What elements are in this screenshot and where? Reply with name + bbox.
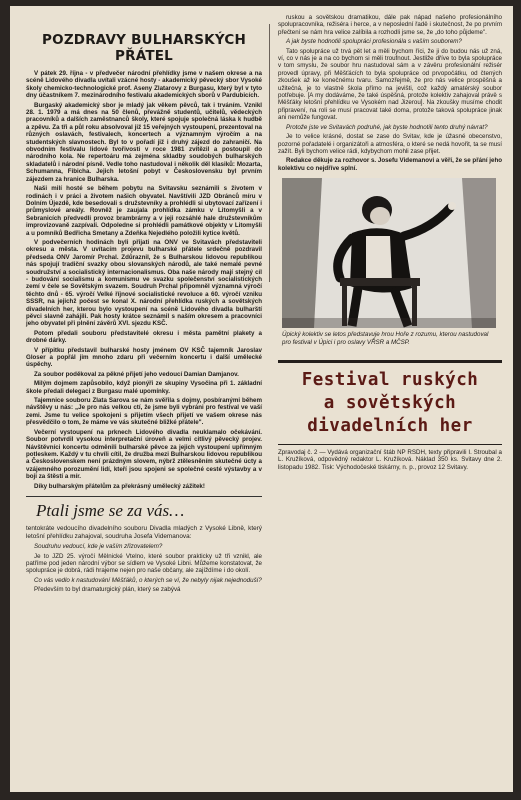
paragraph: A jak byste hodnotili spolupráci profesionála s vaším souborem? [286, 38, 462, 46]
festival-line-3: divadelních her [307, 415, 473, 436]
section-divider [26, 496, 262, 497]
paragraph: Díky bulharským přátelům za překrásný umělecký zážitek! [34, 482, 205, 490]
paragraph: V podvečerních hodinách byli přijati na ONV ve Svitavách představiteli okresu a města. V uvítacím projevu bulharské přátele srdečně pozdravil předseda ONV Jaromír Prchal. Zdůraznil, že s Bulharskou lidovou republikou nás spojují tradiční svazky obou slovanských národů, ale také nemalé pevné soudružství a socialistický internacionalismus. Oba naše národy mají stejný cíl - budování socialismu a komunismu ve svazku společenství socialistických zemí v čele se Sovětským svazem. Soudruh Prchal připomněl významná výročí těchto dnů - 65. výročí Velké říjnové socialistické revoluce a 60. výročí vzniku SSSR, na jejichž počest se konal X. národní přehlídka ruských a sovětských divadelních her, kterou bylo vystoupení na scéně Lidového divadla bulharští pěvci slavně zahájili. Pak hosty krátce seznámil s naším okresem a pracovníci jeho obyvatel při plnění závěrů XVI. sjezdu KSČ. [26, 238, 262, 328]
paragraph: ruskou a sovětskou dramatikou, dále pak nápad našeho profesionálního spolupracovníka, režiséra i herce, a v neposlední řadě i skutečnost, že po prvním přečtení se nám hra velice zalíbila a rozhodli jsme se, že „do toho půjdeme". [278, 14, 502, 36]
interview-continued [278, 14, 502, 172]
interview-body [26, 543, 262, 593]
paragraph: Soudruhu vedoucí, kde je vaším zřizovatelem? [34, 543, 163, 551]
right-column [278, 14, 502, 477]
column-rule [269, 24, 270, 282]
festival-banner [278, 360, 502, 445]
festival-line-1: Festival ruských [301, 369, 479, 390]
paragraph: Je to velice krásné, dostat se zase do Svitav, kde je úžasné obecenstvo, pozorné pořadatelé i organizátoři a atmosféra, o které se nedá hovořit, ta se musí zažít. Byli bychom velice rádi, kdybychom mohli zase přijet. [278, 133, 502, 155]
paragraph: V pátek 29. října - v předvečer národní přehlídky jsme v našem okrese a na scéně Lidového divadla uvítali vzácné hosty - akademický pěvecký sbor Vysoké školy chemicko-technologické prof. Aseny Zlatarovy z Burgasu, který byl v tyto dny účastníkem 7. mezinárodního festivalu akademických sborů v Pardubicích. [26, 70, 262, 100]
stage-photo [282, 178, 496, 328]
left-column [26, 20, 262, 596]
paragraph: Tajemnice souboru Zlata Sarova se nám svěřila s dojmy, posbíranými během návštěvy u nás: „Je pro nás velkou ctí, že jsme byli vybráni pro festival ve vaší zemi. Jsme tu velice spokojeni s přijetím všech přijetí ve vašem okrese nás přesvědčilo o tom, že máme ve vás skutečné bližké přátele". [26, 397, 262, 427]
paragraph: Protože jste ve Svitavách podruhé, jak byste hodnotili tento druhý návrat? [286, 123, 488, 131]
festival-line-2: a sovětských [323, 392, 457, 413]
paragraph: Naši milí hosté se během pobytu na Svitavsku seznámili s životem v rodinách i v práci a životem našich obyvatel. Navštívili JZD Obránců míru v Dolním Újezdě, kde besedovali s družstevníky a prohlédli si ubytovací zařízení i průmyslové areály. Rovněž je zaujala prohlídka zámku v Litomyšli a v Sebranicích předvedli provoz brambrárny a v jeji rozsáhlé hale družstevníkům improvizovaně zazpívali. Odpoledne si prohlédli památkové objekty v Litomyšli a u pomníků Bedřicha Smetany a Zdeňka Nejedlého položili kytice květů. [26, 185, 262, 237]
paragraph: Večerní vystoupení na prknech Lidového divadla neuklamalo očekávání. Soubor potvrdil vysokou interpretační úroveň a velmi citlivý pěvecký projev. Návštěvníci koncertu odměnili bulharské pěvce za jejich vystoupení upřímným potleskem. Každý v tu chvíli cítil, že družba mezi Bulharskou lidovou republikou a Československem není prázdným slovem, nýbrž ztělesněním skutečné úcty a vzájemného porozumění lidí, kteří jsou spojeni se společné cesté výstavby a v boji za štěstí a mír. [26, 428, 262, 481]
paragraph: Redakce děkuje za rozhovor s. Josefu Videmanovi a věří, že se přání jeho kolektivu co nejdříve splní. [278, 157, 502, 172]
article-body [26, 70, 262, 490]
interview-title: Ptali jsme se za vás… [36, 500, 185, 520]
paragraph: Tato spolupráce už trvá pět let a měli bychom říci, že ji do budou nás už zná, ví, co v nás je a na co bychom si měli troufnout. Jestliže dříve to byla spolupráce v tom smyslu, že soubor hru nastudoval sám a v závěru profesionální režisér provedl úpravy, při Měšťácích to byla spolupráce od prvopočátku, od čtených zkoušek až ke konečnému tvaru. Samozřejmě, že pro nás velice prospěšná a užitečná, je to vlastně škola přímo na jevišti, což každý amatérský soubor potřebuje. [A my dodáváme, že také úspěšná, protože kolektiv zahajoval právě s Měšťáky letošní přehlídku ve Vysokém nad Jizerou]. Na zkoušky musíme chodit připravení, na roli se musí pracovat také doma, protože taková spolupráce jinak ani nemůže fungovat. [278, 47, 502, 122]
article-title: POZDRAVY BULHARSKÝCH PŘÁTEL [42, 32, 246, 64]
paragraph: Potom předali souboru představitelé okresu i města pamětní plakety a drobné dárky. [26, 329, 262, 345]
paragraph: Co vás vedlo k nastudování Měšťáků, o kterých se ví, že nebyly nijak nejednoduší? [34, 576, 262, 584]
actor-photo-illustration [282, 178, 496, 328]
newspaper-page [10, 6, 513, 792]
paragraph: Milým dojmem zapůsobilo, když pionýři ze skupiny Vysočina při 1. základní škole předali delegaci z Burgasu malé upomínky. [26, 380, 262, 395]
paragraph: Je to JZD 25. výročí Mělnické Vtelno, které soubor prakticky už tři vznikl, ale patříme pod jeden národní výbor se sídlem ve Vysoké Libni. Můžeme konstatovat, že spolupráce je dobrá, rádi hrajeme nejen pro naše občany, ale zajíždíme i do okolí. [26, 552, 262, 575]
paragraph: Burgaský akademický sbor je mladý jak věkem pěvců, tak i trváním. Vznikl 28. 1. 1979 a má dnes na 50 členů, převážně studentů, učitelů, vědeckých pracovníků a dalších zaměstnanců školy, které spojuje společná láska k hudbě a zpěvu. Za tři a půl roku absolvoval již 15 veřejných vystoupení, prezentoval na různých oslavách, festivalech, koncertech a významným výročím a na studentských slavnostech. Byl to v pořadí již i druhý zájezd do zahraničí. Na obvodním festivalu lidové tvořivosti v roce 1981 zvítězil a postoupil do národního kola. Ne repertoáru má zejména skladby soudobých bulharských skladatelů i národní písně. Vedle toho nastudoval i několik děl klasiků: Mozarta, Schumanna, Fibicha. Jejich letošní pobyt v Československu byl prvním zájezdem za hranice Bulharska. [26, 101, 262, 183]
paragraph: Za soubor poděkoval za pěkné přijetí jeho vedoucí Damian Damjanov. [34, 370, 239, 378]
imprint: Zpravodaj č. 2 — Vydává organizační štáb NP RSDH, texty připravili I. Stroubal a L. Kružíková, odpovědný redaktor L. Kružíková. Náklad 350 ks. Svitavy dne 2. listopadu 1982. Tisk: Východočeské tiskárny, n. p., provoz 12 Svitavy. [278, 448, 502, 471]
interview-intro: tentokráte vedoucího divadelního souboru Divadla mladých z Vysoké Libně, který letošní přehlídku zahajoval, soudruha Josefa Videmanova: [26, 524, 262, 540]
photo-caption: Úpický kolektiv se letos představuje hrou Hoře z rozumu, kterou nastudoval pro festival v Úpici i pro oslavy VŘSR a MČSP. [282, 331, 489, 346]
paragraph: V přípitku představil bulharské hosty jménem OV KSČ tajemník Jaroslav Gloser a popřál jim mnoho zdaru při večerním koncertu i další umělecké úspěchy. [26, 346, 262, 369]
paragraph: Především to byl dramaturgický plán, který se zabývá [34, 586, 181, 594]
